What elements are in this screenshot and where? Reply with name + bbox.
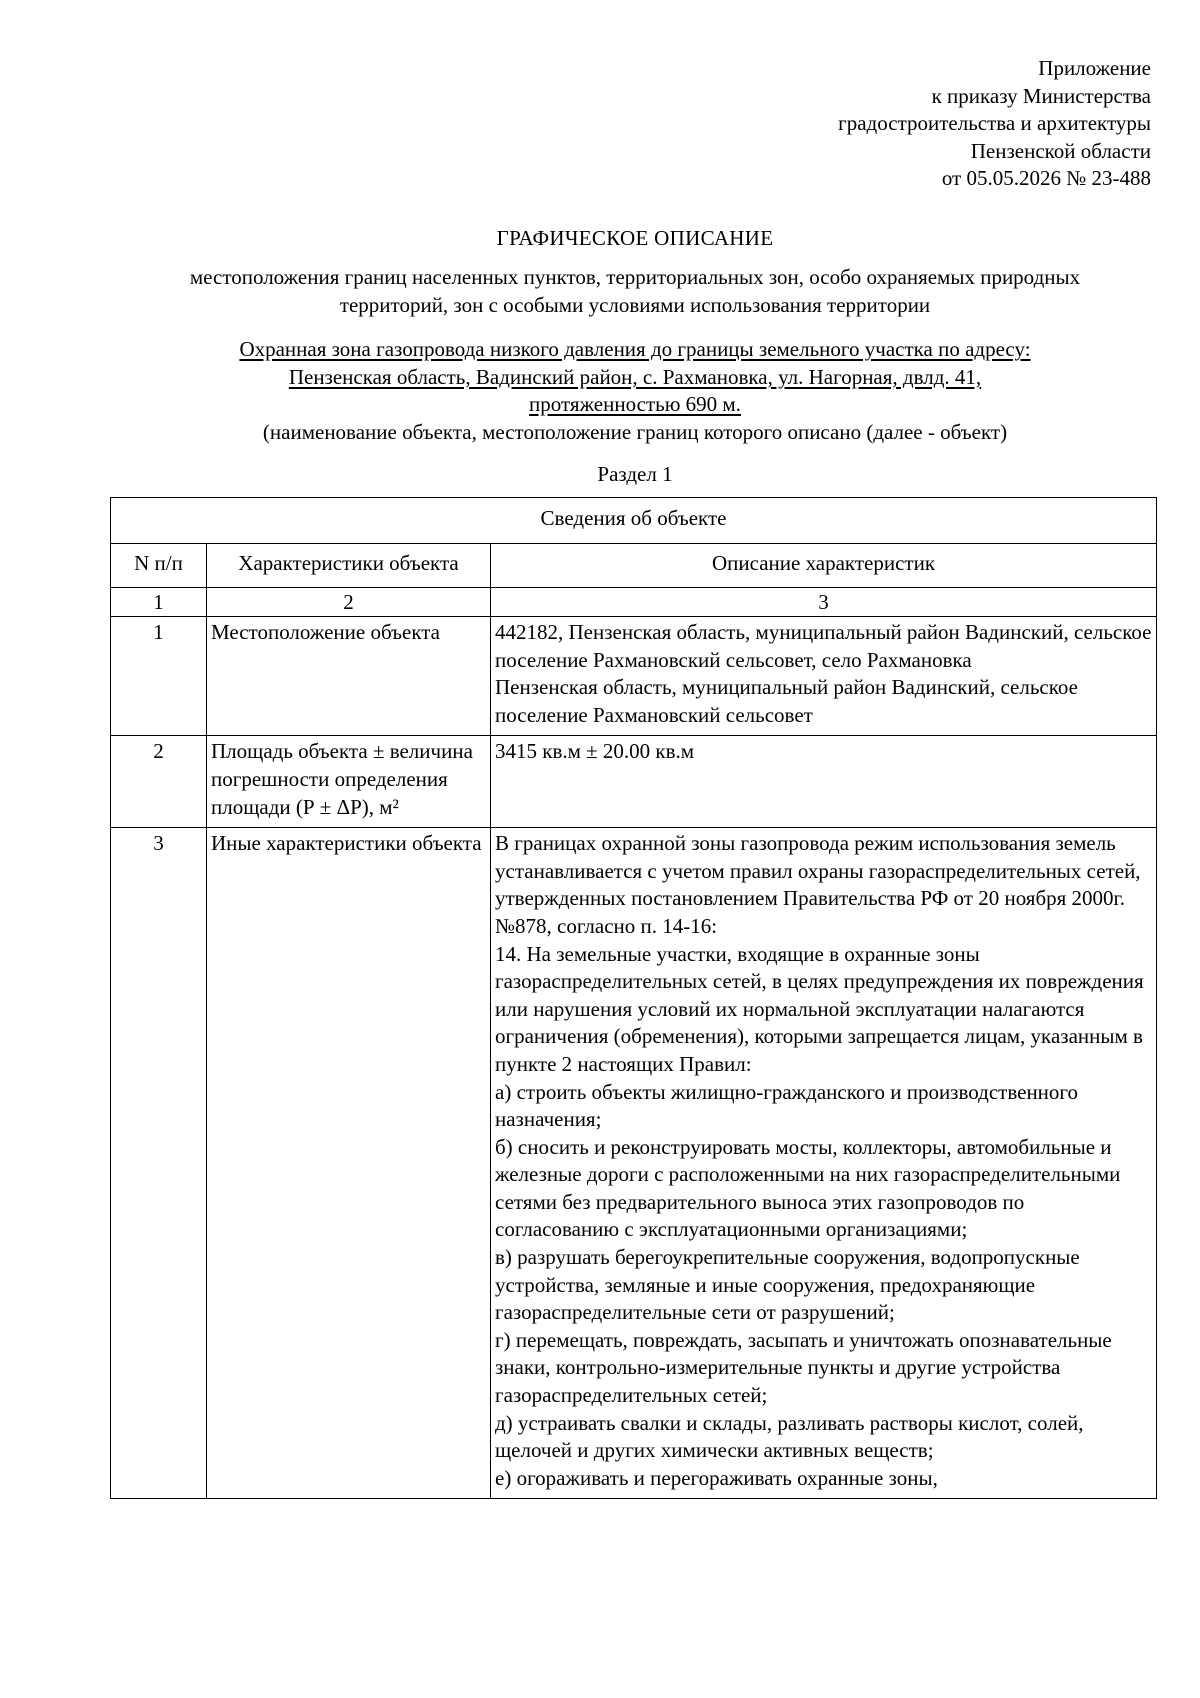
table-column-numbers-row bbox=[111, 588, 1157, 617]
table-row bbox=[111, 617, 1157, 736]
object-name-block bbox=[95, 336, 1175, 446]
object-length-line: протяженностью 690 м. bbox=[529, 392, 741, 416]
table-row bbox=[111, 828, 1157, 1499]
description-paragraph: д) устраивать свалки и склады, разливать растворы кислот, солей, щелочей и других химически активных веществ; bbox=[495, 1410, 1084, 1463]
row-number: 2 bbox=[111, 736, 207, 828]
row-description bbox=[491, 617, 1157, 736]
description-paragraph: г) перемещать, повреждать, засыпать и уничтожать опознавательные знаки, контрольно-измерительные пункты и другие устройства газораспределительных сетей; bbox=[495, 1327, 1112, 1408]
table-header: Сведения об объекте bbox=[111, 498, 1157, 544]
table-columns-row bbox=[111, 544, 1157, 588]
section-label: Раздел 1 bbox=[597, 462, 673, 486]
appendix-line: к приказу Министерства bbox=[931, 83, 1151, 108]
object-name-line: Охранная зона газопровода низкого давления до границы земельного участка по адресу: bbox=[239, 337, 1031, 361]
row-number: 3 bbox=[111, 828, 207, 1499]
document-title: ГРАФИЧЕСКОЕ ОПИСАНИЕ bbox=[496, 226, 774, 250]
column-header-characteristic: Характеристики объекта bbox=[207, 544, 491, 588]
object-caption: (наименование объекта, местоположение границ которого описано (далее - объект) bbox=[262, 419, 1008, 444]
row-characteristic: Местоположение объекта bbox=[207, 617, 491, 736]
appendix-line: градостроительства и архитектуры bbox=[838, 111, 1151, 135]
column-number: 3 bbox=[491, 588, 1157, 617]
row-characteristic: Площадь объекта ± величина погрешности определения площади (Р ± ΔР), м² bbox=[207, 736, 491, 828]
subtitle-line: местоположения границ населенных пунктов, территориальных зон, особо охраняемых природных bbox=[189, 265, 1081, 289]
description-paragraph: в) разрушать берегоукрепительные сооружения, водопропускные устройства, земляные и иные сооружения, предохраняющие газораспределительные сети от разрушений; bbox=[495, 1245, 1080, 1325]
row-description bbox=[491, 828, 1157, 1499]
column-header-description: Описание характеристик bbox=[491, 544, 1157, 588]
object-address-line: Пензенская область, Вадинский район, с. Рахмановка, ул. Нагорная, двлд. 41, bbox=[288, 364, 982, 389]
description-paragraph: 3415 кв.м ± 20.00 кв.м bbox=[495, 739, 695, 764]
subtitle-line: территорий, зон с особыми условиями использования территории bbox=[339, 292, 931, 317]
row-description bbox=[491, 736, 1157, 828]
appendix-order-date: от 05.05.2026 № 23-488 bbox=[941, 166, 1151, 190]
description-paragraph: 442182, Пензенская область, муниципальный район Вадинский, сельское поселение Рахмановский сельсовет, село Рахмановка bbox=[495, 620, 1152, 672]
appendix-line: Приложение bbox=[1038, 56, 1151, 80]
description-paragraph: е) огораживать и перегораживать охранные зоны, bbox=[495, 1465, 938, 1490]
description-paragraph: а) строить объекты жилищно-гражданского и производственного назначения; bbox=[495, 1079, 1079, 1132]
column-number: 1 bbox=[111, 588, 207, 617]
object-info-table bbox=[110, 497, 1157, 1499]
description-paragraph: 14. На земельные участки, входящие в охранные зоны газораспределительных сетей, в целях предупреждения их повреждения или нарушения условий их нормальной эксплуатации налагаются ограничения (обременения), которыми запрещается лицам, указанным в пункте 2 настоящих Правил: bbox=[495, 941, 1144, 1076]
description-paragraph: Пензенская область, муниципальный район Вадинский, сельское поселение Рахмановский сельсовет bbox=[495, 675, 1078, 727]
description-paragraph: В границах охранной зоны газопровода режим использования земель устанавливается с учетом правил охраны газораспределительных сетей, утвержденных постановлением Правительства РФ от 20 ноября 2000г. №878, согласно п. 14-16: bbox=[495, 831, 1141, 938]
document-subtitle bbox=[95, 264, 1175, 319]
row-number: 1 bbox=[111, 617, 207, 736]
appendix-block bbox=[838, 55, 1151, 193]
row-characteristic: Иные характеристики объекта bbox=[207, 828, 491, 1499]
column-number: 2 bbox=[207, 588, 491, 617]
column-header-num: N п/п bbox=[111, 544, 207, 588]
table-header-row bbox=[111, 498, 1157, 544]
appendix-line: Пензенской области bbox=[970, 138, 1151, 163]
description-paragraph: б) сносить и реконструировать мосты, коллекторы, автомобильные и железные дороги с расположенными на них газораспределительными сетями без предварительного выноса этих газопроводов по согласованию с эксплуатационными организациями; bbox=[495, 1134, 1121, 1242]
table-row bbox=[111, 736, 1157, 828]
